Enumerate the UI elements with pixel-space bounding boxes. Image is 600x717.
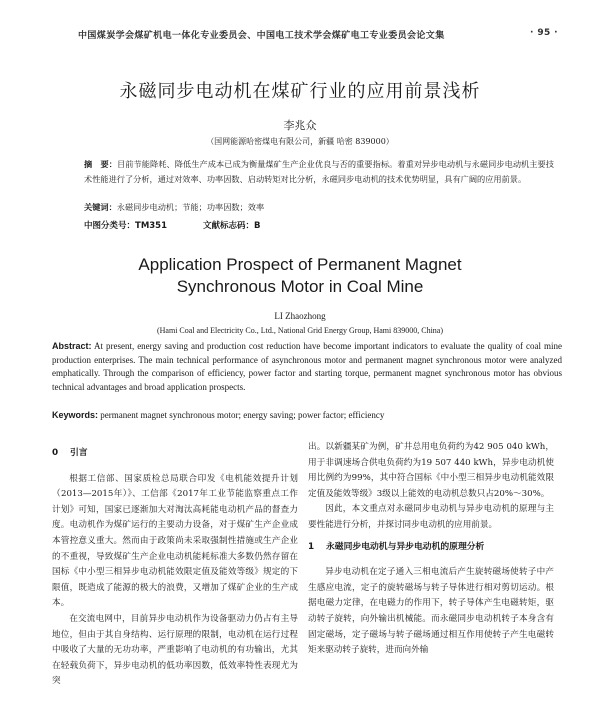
author-english: LI Zhaozhong (274, 311, 326, 321)
title-chinese: 永磁同步电动机在煤矿行业的应用前景浅析 (119, 81, 481, 102)
abstract-cn-text: 目前节能降耗、降低生产成本已成为衡量煤矿生产企业优良与否的重要指标。着重对异步电动机与永磁同步电动机主要技术性能进行了分析，通过对效率、功率因数、启动转矩对比分析，永磁同步电动机的技术优势明显，具有广阔的应用前景。 (84, 159, 554, 184)
abstract-en-label: Abstract: (52, 341, 92, 351)
body-left-column (52, 440, 298, 690)
keywords-english (52, 410, 562, 420)
body-paragraph: 出。以新疆某矿为例，矿井总用电负荷约为42 905 040 kWh，用于非调速场合供电负荷约为19 507 440 kWh，异步电动机使用比例约为99%，其中符合国标《中小型三相异步电动机能效限定值及能效等级》3级以上能效的电动机总数只占20%～30%。 (308, 442, 554, 499)
affiliation-chinese: （国网能源哈密煤电有限公司，新疆 哈密 839000） (206, 137, 394, 146)
section-heading-introduction (52, 446, 298, 462)
author-chinese: 李兆众 (283, 119, 317, 132)
keywords-cn-text: 永磁同步电动机；节能；功率因数；效率 (116, 202, 265, 212)
classification-codes (84, 219, 554, 231)
title-en-line2: Synchronous Motor in Coal Mine (176, 277, 424, 296)
body-paragraph: 异步电动机在定子通入三相电流后产生旋转磁场使转子中产生感应电流，定子的旋转磁场与转子导体进行相对剪切运动。根据电磁力定律，在电磁力的作用下，转子导体产生电磁转矩，驱动转子旋转，向外输出机械能。而永磁同步电动机转子本身含有固定磁场，定子磁场与转子磁场通过相互作用使转子产生电磁转矩来驱动转子旋转，进而向外输 (308, 567, 554, 656)
clc-value: TM351 (135, 221, 168, 231)
title-en-line1: Application Prospect of Permanent Magnet (138, 255, 462, 274)
keywords-chinese (84, 202, 554, 213)
section-number: 1 (308, 541, 315, 552)
body-paragraph: 因此，本文重点对永磁同步电动机与异步电动机的原理与主要性能进行分析，并探讨同步电动机的应用前景。 (308, 504, 554, 530)
page-number: · 95 · (529, 28, 558, 38)
keywords-en-label: Keywords: (52, 410, 99, 420)
section-number: 0 (52, 448, 59, 458)
affiliation-english: (Hami Coal and Electricity Co., Ltd., National Grid Energy Group, Hami 839000, China) (156, 326, 443, 335)
doc-code-value: B (254, 221, 261, 231)
abstract-en-text: At present, energy saving and production cost reduction have become important indicators to evaluate the quality of coal mine production enterprises. The main technical performance of asynchronous motor and permanent magnet synchronous motor were analyzed emphatically. Through the comparison of efficiency, power factor and starting torque, permanent magnet synchronous motor has obvious technical advantages and broad application prospects. (52, 341, 562, 392)
clc-label: 中图分类号： (84, 221, 136, 231)
keywords-en-text: permanent magnet synchronous motor; energy saving; power factor; efficiency (100, 410, 385, 420)
abstract-cn-label: 摘 要： (84, 159, 117, 169)
body-right-column (308, 440, 554, 659)
abstract-english (52, 340, 562, 394)
body-paragraph: 在交流电网中，目前异步电动机作为设备驱动力仍占有主导地位，但由于其自身结构、运行原理的限制，电动机在运行过程中吸收了大量的无功功率，严重影响了电动机的有功输出，尤其在轻载负荷下，异步电动机的低功率因数，低效率特性表现尤为突 (52, 613, 298, 687)
section-heading-principle (308, 540, 554, 556)
running-header (78, 28, 558, 41)
section-title: 永磁同步电动机与异步电动机的原理分析 (326, 541, 485, 552)
doc-code-label: 文献标志码： (203, 221, 255, 231)
keywords-cn-label: 关键词： (84, 202, 117, 212)
section-title: 引言 (70, 448, 88, 458)
title-english (0, 254, 600, 298)
abstract-chinese (84, 157, 554, 186)
body-paragraph: 根据工信部、国家质检总局联合印发《电机能效提升计划（2013—2015年）》、工信部《2017年工业节能监察重点工作计划》可知，国家已逐渐加大对淘汰高耗能电动机产品的督查力度。电动机作为煤矿运行的主要动力设备，对于煤矿生产企业成本管控意义重大。然而由于政策尚未采取强制性措施或生产企业的不重视，导致煤矿生产企业电动机能耗标准大多数仍然存留在国标《中小型三相异步电动机能效限定值及能效等级》规定的下限值，既造成了能源的极大的浪费，又增加了煤矿企业的生产成本。 (52, 473, 298, 609)
running-header-text: 中国煤炭学会煤矿机电一体化专业委员会、中国电工技术学会煤矿电工专业委员会论文集 (78, 31, 445, 41)
